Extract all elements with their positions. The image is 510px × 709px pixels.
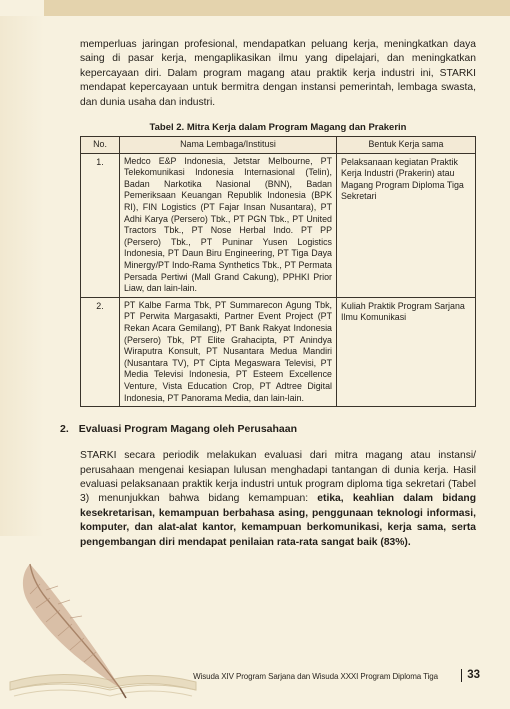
row-cooperation-form: Kuliah Praktik Program Sarjana Ilmu Komunikasi bbox=[337, 297, 476, 406]
header-no: No. bbox=[81, 137, 120, 154]
page-content bbox=[60, 38, 476, 550]
header-cooperation: Bentuk Kerja sama bbox=[337, 137, 476, 154]
table-caption: Tabel 2. Mitra Kerja dalam Program Magang dan Prakerin bbox=[149, 122, 407, 134]
footer-event-title: Wisuda XIV Program Sarjana dan Wisuda XXXI Program Diploma Tiga bbox=[193, 672, 438, 681]
table-row bbox=[81, 297, 476, 406]
row-institutions: PT Kalbe Farma Tbk, PT Summarecon Agung Tbk, PT Perwita Margasakti, Partner Event Project (PT Rekan Acara Gemilang), PT Bank Rakyat Indonesia (Persero) Tbk, PT Elite Grahacipta, PT Anindya Wiraputra Konsult, PT Nusantara Medua Mandiri (Nusantara TV), PT Cipta Megaswara Televisi, PT Media Televisi Indonesia, PT Esteem Excellence Venture, Vista Education Crop, PT Adtree Digital Indonesia, PT Panorama Media, dan lain-lain. bbox=[120, 297, 337, 406]
intro-paragraph: memperluas jaringan profesional, mendapatkan peluang kerja, meningkatkan daya saing di pasar kerja, mengaplikasikan ilmu yang dipelajari, dan meningkatkan kepercayaan diri. Dalam program magang atau praktik kerja industri ini, STARKI mendapat kepercayaan untuk bermitra dengan instansi pemerintah, lembaga swasta, dan dunia usaha dan industri. bbox=[80, 39, 476, 108]
section-title: Evaluasi Program Magang oleh Perusahaan bbox=[78, 423, 298, 436]
partners-table bbox=[80, 136, 476, 407]
row-cooperation-form: Pelaksanaan kegiatan Praktik Kerja Industri (Prakerin) atau Magang Program Diploma Tiga Sekretari bbox=[337, 153, 476, 297]
header-institution: Nama Lembaga/Institusi bbox=[120, 137, 337, 154]
side-decorative-band bbox=[0, 16, 44, 536]
quill-book-illustration bbox=[0, 550, 200, 709]
table-row bbox=[81, 153, 476, 297]
section-paragraph bbox=[80, 449, 476, 550]
row-number: 2. bbox=[81, 297, 120, 406]
section-heading bbox=[60, 423, 476, 435]
section-paragraph-regular: STARKI secara periodik melakukan evaluasi dari mitra magang atau instansi/ perusahaan mengenai kesiapan lulusan menghadapi tantangan di dunia kerja. Hasil evaluasi pelaksanaan praktik kerja industri untuk program diploma tiga sekretari (Tabel 3) menunjukkan bahwa bidang kemampuan: bbox=[80, 450, 476, 505]
row-institutions: Medco E&P Indonesia, Jetstar Melbourne, PT Telekomunikasi Indonesia Internasional (Telin), Badan Narkotika Nasional (BNN), Badan Pemeriksaan Keuangan Republik Indonesia (BPK RI), FIN Logistics (PT Fajar Insan Nusantara), PT Adhi Karya (Persero) Tbk., PT PGN Tbk., PT United Tractors Tbk., PT Nose Herbal Indo. PT PP (Persero) Tbk., PT Puninar Yusen Logistics Indonesia, PT Daun Biru Engineering, PT Tiga Daya Minergy/PT Indo-Rama Synthetics Tbk., PT Permata Persada Pertiwi (Mall Grand Cakung), PPHKI Prior Liaw, dan lain-lain. bbox=[120, 153, 337, 297]
top-decorative-band bbox=[44, 0, 510, 16]
table-header-row bbox=[81, 137, 476, 154]
page-number: 33 bbox=[461, 669, 480, 682]
section-paragraph-bold: etika, keahlian dalam bidang kesekretarisan, kemampuan berbahasa asing, penggunaan teknologi informasi, komputer, dan alat-alat kantor, kemampuan berkomunikasi, kerja sama, serta pengembangan diri mendapat penilaian rata-rata sangat baik (83%). bbox=[80, 493, 476, 548]
row-number: 1. bbox=[81, 153, 120, 297]
section-number: 2. bbox=[60, 423, 69, 436]
